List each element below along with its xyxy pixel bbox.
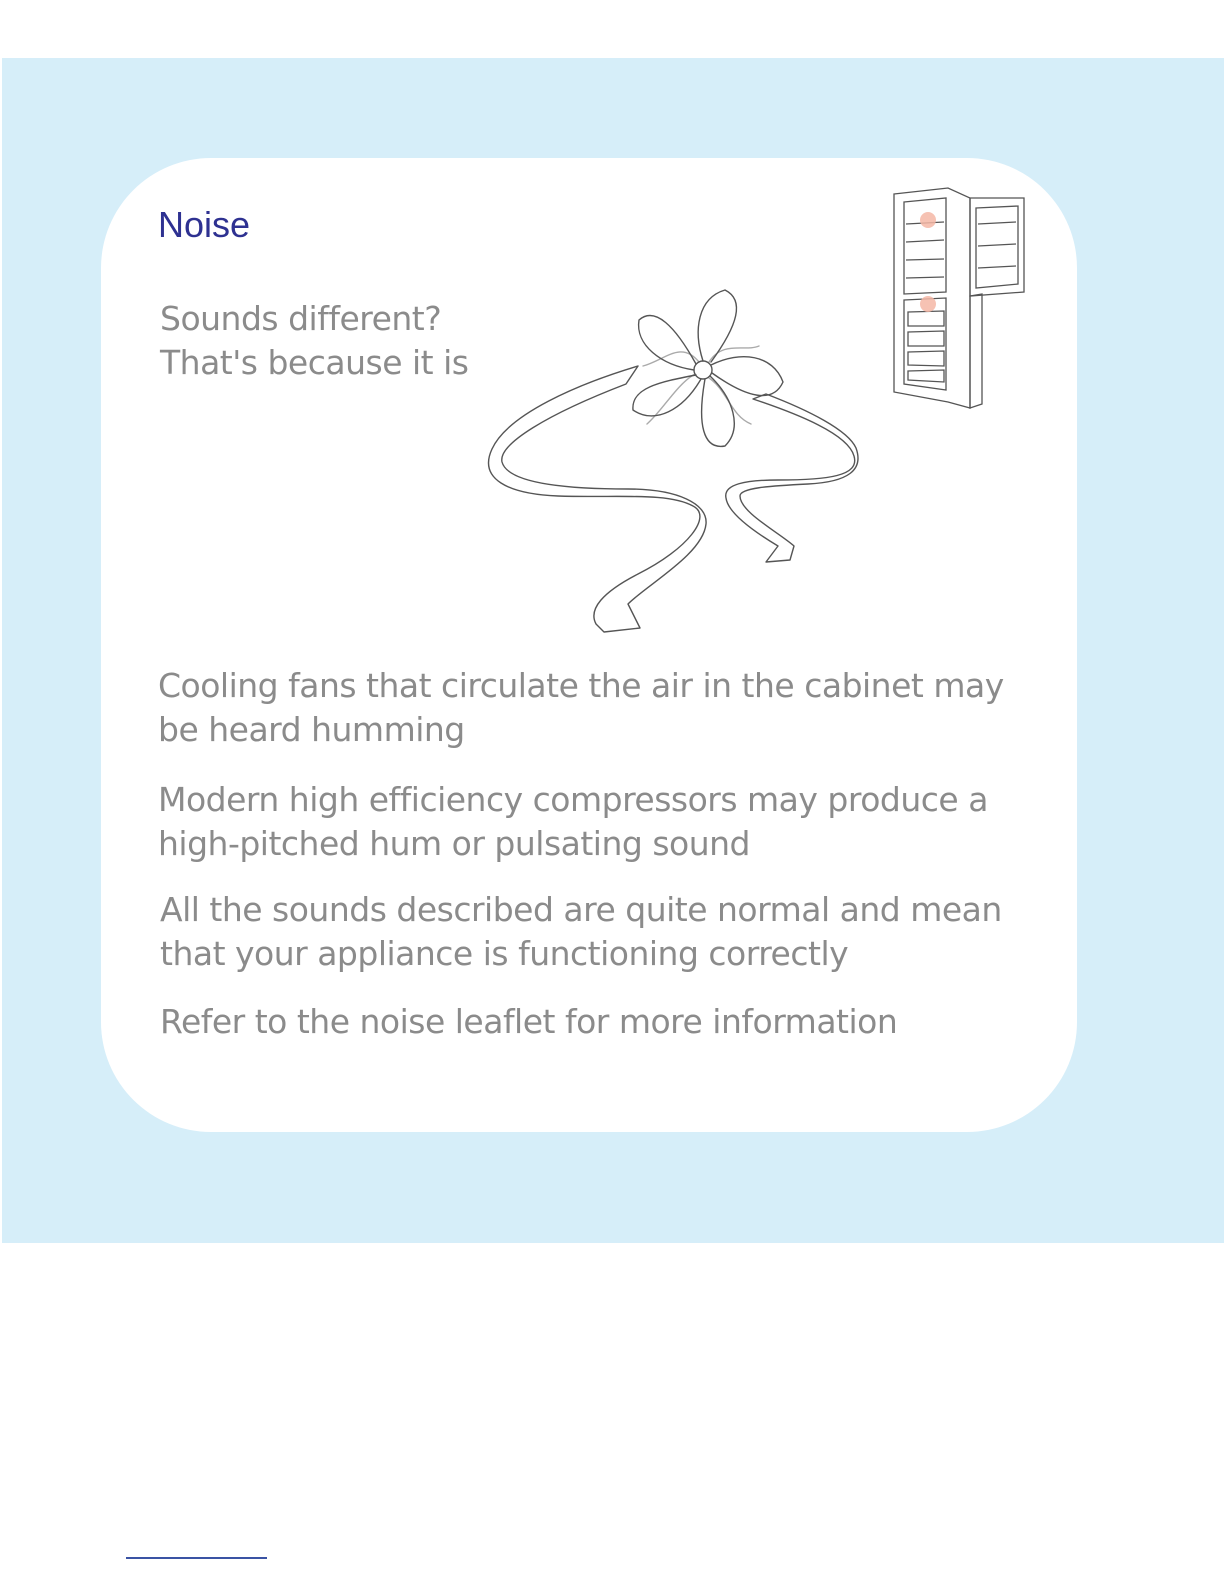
footer-rule xyxy=(126,1557,267,1559)
paragraph-line: All the sounds described are quite normal and mean xyxy=(160,890,1002,929)
subtitle-line-1: Sounds different? xyxy=(160,299,442,338)
subtitle-line-2: That's because it is xyxy=(160,343,469,382)
paragraph-noise-leaflet xyxy=(160,1000,1040,1044)
fridge-icon xyxy=(886,184,1032,412)
paragraph-line: Refer to the noise leaflet for more information xyxy=(160,1002,898,1041)
compressor-location-marker xyxy=(920,296,936,312)
paragraph-compressors xyxy=(158,778,1038,866)
subtitle xyxy=(160,297,490,385)
paragraph-line: high-pitched hum or pulsating sound xyxy=(158,824,750,863)
paragraph-normal-sounds xyxy=(160,888,1040,976)
page-title: Noise xyxy=(158,204,251,245)
paragraph-line: Cooling fans that circulate the air in the cabinet may xyxy=(158,666,1004,705)
fan-icon xyxy=(478,284,870,640)
paragraph-line: that your appliance is functioning correctly xyxy=(160,934,849,973)
fan-location-marker xyxy=(920,212,936,228)
paragraph-line: Modern high efficiency compressors may produce a xyxy=(158,780,988,819)
paragraph-line: be heard humming xyxy=(158,710,465,749)
paragraph-cooling-fans xyxy=(158,664,1038,752)
